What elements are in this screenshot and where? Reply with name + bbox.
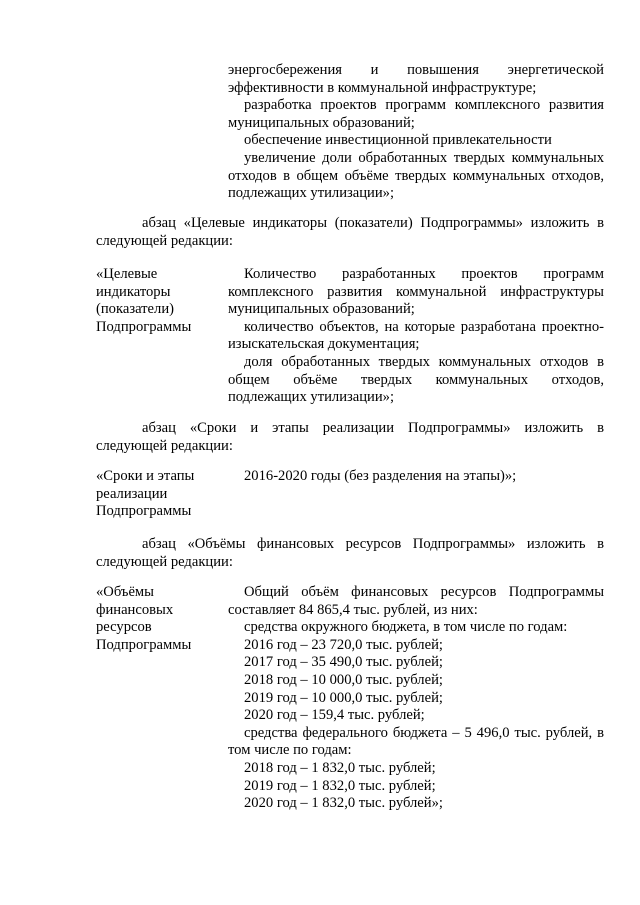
section3-content [228,584,604,813]
section3-intro-block [96,536,604,571]
top-line-4: увеличение доли обработанных твердых коммунальных отходов в общем объёме твердых коммунальных отходов, подлежащих утилизации»; [228,149,604,202]
top-line-3: обеспечение инвестиционной привлекательности [244,132,552,149]
section2-label-line: «Сроки и этапы [96,468,195,484]
top-line-1: энергосбережения и повышения энергетической эффективности в коммунальной инфраструктуре; [228,62,604,96]
section1-label-line: «Целевые [96,266,158,282]
section1-item-2: количество объектов, на которые разработана проектно-изыскательская документация; [228,318,604,353]
section3-item-9: 2018 год – 1 832,0 тыс. рублей; [244,759,436,776]
section2-label [96,468,221,521]
section1-item-3: доля обработанных твердых коммунальных отходов в общем объёме твердых коммунальных отходов, подлежащих утилизации»; [228,353,604,406]
section2-label-line: Подпрограммы [96,503,192,520]
top-line-2: разработка проектов программ комплексного развития муниципальных образований; [228,97,604,131]
section3-item-10: 2019 год – 1 832,0 тыс. рублей; [244,777,436,794]
section1-label-line: (показатели) [96,301,174,318]
section1-label-line: Подпрограммы [96,318,192,335]
section3-label-line: ресурсов [96,619,152,636]
section3-label-line: «Объёмы [96,584,154,600]
section2-intro: абзац «Сроки и этапы реализации Подпрограммы» изложить в следующей редакции: [96,420,604,454]
section3-label-line: Подпрограммы [96,636,192,653]
section3-intro: абзац «Объёмы финансовых ресурсов Подпрограммы» изложить в следующей редакции: [96,536,604,570]
section1-intro-block [96,215,604,250]
top-block [228,62,604,203]
section3-item-2: средства окружного бюджета, в том числе по годам: [244,619,568,636]
section3-label [96,584,221,654]
section3-item-4: 2017 год – 35 490,0 тыс. рублей; [244,654,443,671]
section1-label-line: индикаторы [96,283,171,300]
section2-item-1: 2016-2020 годы (без разделения на этапы)»; [244,468,517,484]
section3-item-3: 2016 год – 23 720,0 тыс. рублей; [244,636,443,653]
section3-label-line: финансовых [96,601,174,618]
section3-item-11: 2020 год – 1 832,0 тыс. рублей»; [244,795,443,812]
section3-item-8: средства федерального бюджета – 5 496,0 тыс. рублей, в том числе по годам: [228,724,604,759]
section1-label [96,266,221,336]
section3-item-7: 2020 год – 159,4 тыс. рублей; [244,707,425,724]
section2-intro-block [96,420,604,455]
section3-item-6: 2019 год – 10 000,0 тыс. рублей; [244,689,443,706]
section1-content [228,266,604,407]
section1-item-1: Количество разработанных проектов программ комплексного развития коммунальной инфраструктуры муниципальных образований; [228,266,604,318]
section3-item-1: Общий объём финансовых ресурсов Подпрограммы составляет 84 865,4 тыс. рублей, из них: [228,584,604,618]
section1-intro: абзац «Целевые индикаторы (показатели) Подпрограммы» изложить в следующей редакции: [96,215,604,249]
section2-label-line: реализации [96,485,168,502]
section3-item-5: 2018 год – 10 000,0 тыс. рублей; [244,671,443,688]
section2-content [228,468,604,486]
